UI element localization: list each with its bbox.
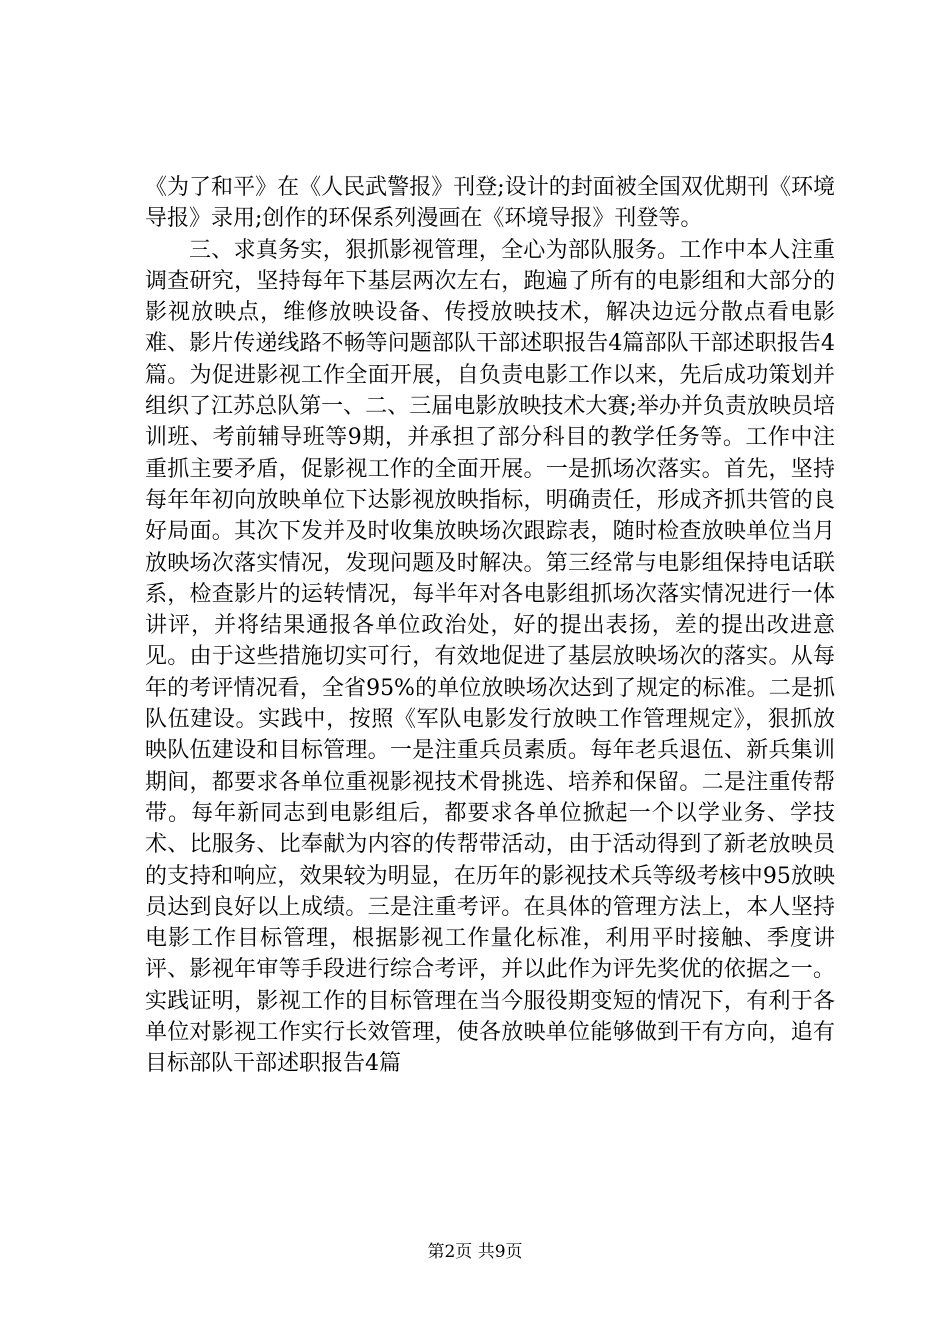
paragraph-section-three: 三、求真务实，狠抓影视管理，全心为部队服务。工作中本人注重调查研究，坚持每年下基层两次左右，跑遍了所有的电影组和大部分的影视放映点，维修放映设备、传授放映技术，解决边远分散点看电影难、影片传递线路不畅等问题部队干部述职报告4篇部队干部述职报告4篇。为促进影视工作全面开展，自负责电影工作以来，先后成功策划并组织了江苏总队第一、二、三届电影放映技术大赛;举办并负责放映员培训班、考前辅导班等9期，并承担了部分科目的教学任务等。工作中注重抓主要矛盾，促影视工作的全面开展。一是抓场次落实。首先，坚持每年年初向放映单位下达影视放映指标，明确责任，形成齐抓共管的良好局面。其次下发并及时收集放映场次跟踪表，随时检查放映单位当月放映场次落实情况，发现问题及时解决。第三经常与电影组保持电话联系，检查影片的运转情况，每半年对各电影组抓场次落实情况进行一体讲评，并将结果通报各单位政治处，好的提出表扬，差的提出改进意见。由于这些措施切实可行，有效地促进了基层放映场次的落实。从每年的考评情况看，全省95%的单位放映场次达到了规定的标准。二是抓队伍建设。实践中，按照《军队电影发行放映工作管理规定》，狠抓放映队伍建设和目标管理。一是注重兵员素质。每年老兵退伍、新兵集训期间，都要求各单位重视影视技术骨挑选、培养和保留。二是注重传帮带。每年新同志到电影组后，都要求各单位掀起一个以学业务、学技术、比服务、比奉献为内容的传帮带活动，由于活动得到了新老放映员的支持和响应，效果较为明显，在历年的影视技术兵等级考核中95放映员达到良好以上成绩。三是注重考评。在具体的管理方法上，本人坚持电影工作目标管理，根据影视工作量化标准，利用平时接触、季度讲评、影视年审等手段进行综合考评，并以此作为评先奖优的依据之一。实践证明，影视工作的目标管理在当今服役期变短的情况下，有利于各单位对影视工作实行长效管理，使各放映单位能够做到干有方向，追有目标部队干部述职报告4篇 xyxy=(145,237,835,1077)
paragraph-continuation: 《为了和平》在《人民武警报》刊登;设计的封面被全国双优期刊《环境导报》录用;创作的环保系列漫画在《环境导报》刊登等。 xyxy=(145,175,835,232)
page-number-footer: 第2页 共9页 xyxy=(427,1242,523,1262)
document-body xyxy=(145,172,835,1080)
